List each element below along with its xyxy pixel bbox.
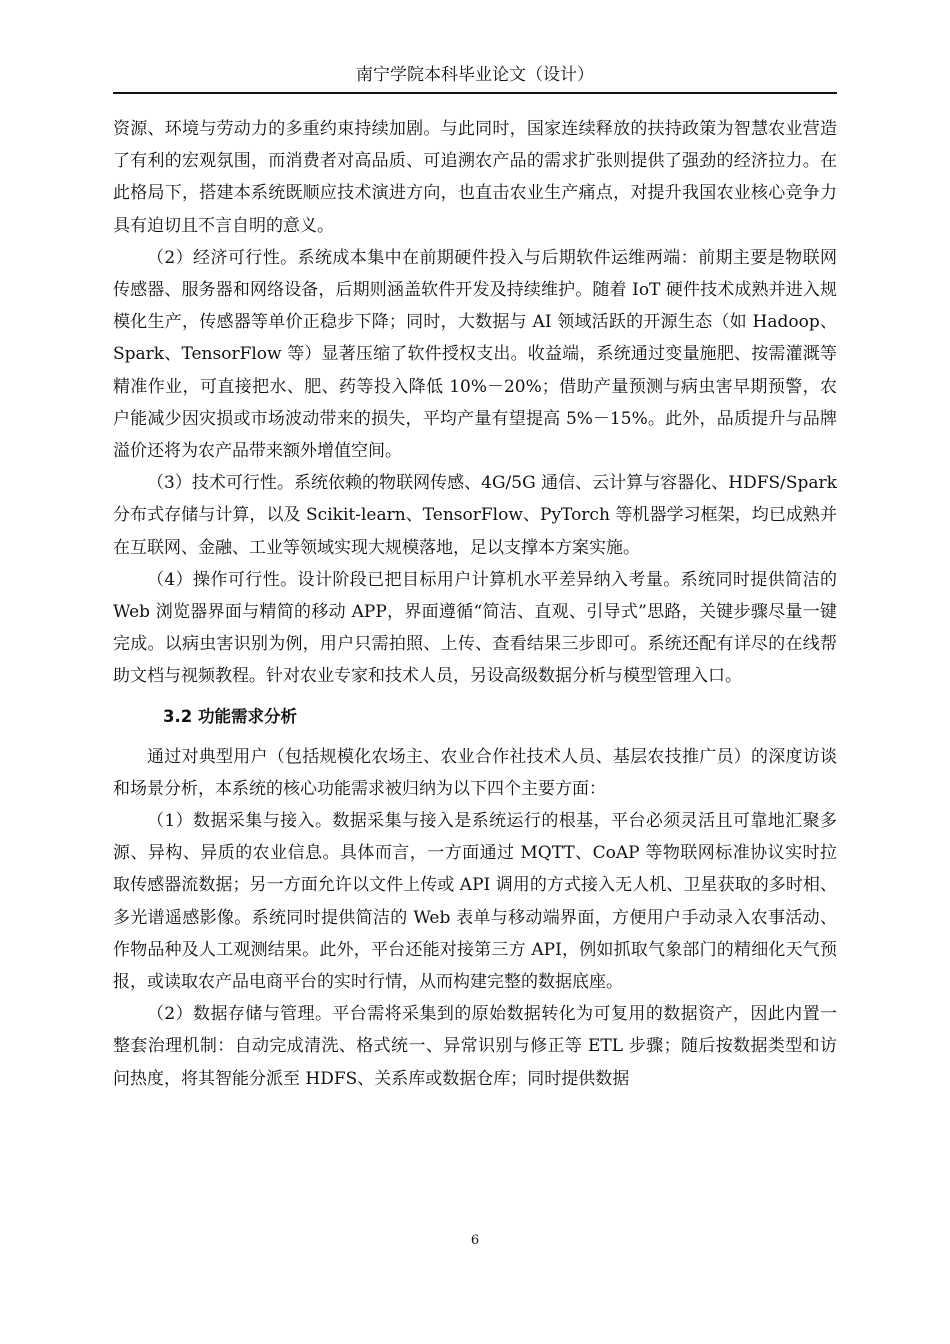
page-number: 6 <box>470 1233 480 1248</box>
paragraph-data-collection: （1）数据采集与接入。数据采集与接入是系统运行的根基，平台必须灵活且可靠地汇聚多源、异构、异质的农业信息。具体而言，一方面通过 MQTT、CoAP 等物联网标准协议实时拉取传感器流数据；另一方面允许以文件上传或 API 调用的方式接入无人机、卫星获取的多时相、多光谱遥感影像。系统同时提供简洁的 Web 表单与移动端界面，方便用户手动录入农事活动、作物品种及人工观测结果。此外，平台还能对接第三方 API，例如抓取气象部门的精细化天气预报，或读取农产品电商平台的实时行情，从而构建完整的数据底座。 <box>113 811 837 993</box>
paragraph-continued: 资源、环境与劳动力的多重约束持续加剧。与此同时，国家连续释放的扶持政策为智慧农业营造了有利的宏观氛围，而消费者对高品质、可追溯农产品的需求扩张则提供了强劲的经济拉力。在此格局下，搭建本系统既顺应技术演进方向，也直击农业生产痛点，对提升我国农业核心竞争力具有迫切且不言自明的意义。 <box>113 119 837 236</box>
paragraph-data-storage: （2）数据存储与管理。平台需将采集到的原始数据转化为可复用的数据资产，因此内置一整套治理机制：自动完成清洗、格式统一、异常识别与修正等 ETL 步骤；随后按数据类型和访问热度，将其智能分派至 HDFS、关系库或数据仓库；同时提供数据 <box>113 1004 837 1089</box>
paragraph-economic-feasibility: （2）经济可行性。系统成本集中在前期硬件投入与后期软件运维两端：前期主要是物联网传感器、服务器和网络设备，后期则涵盖软件开发及持续维护。随着 IoT 硬件技术成熟并进入规模化生产，传感器等单价正稳步下降；同时，大数据与 AI 领域活跃的开源生态（如 Hadoop、Spark、TensorFlow 等）显著压缩了软件授权支出。收益端，系统通过变量施肥、按需灌溉等精准作业，可直接把水、肥、药等投入降低 10%－20%；借助产量预测与病虫害早期预警，农户能减少因灾损或市场波动带来的损失，平均产量有望提高 5%－15%。此外，品质提升与品牌溢价还将为农产品带来额外增值空间。 <box>113 247 837 462</box>
header-rule <box>113 92 837 94</box>
page-header-title: 南宁学院本科毕业论文（设计） <box>356 65 594 85</box>
section-heading: 3.2 功能需求分析 <box>163 706 297 726</box>
page-body <box>113 113 837 1095</box>
paragraph-operational-feasibility: （4）操作可行性。设计阶段已把目标用户计算机水平差异纳入考量。系统同时提供简洁的 Web 浏览器界面与精简的移动 APP，界面遵循“简洁、直观、引导式”思路，关键步骤尽量一键完成。以病虫害识别为例，用户只需拍照、上传、查看结果三步即可。系统还配有详尽的在线帮助文档与视频教程。针对农业专家和技术人员，另设高级数据分析与模型管理入口。 <box>113 569 837 687</box>
paragraph-technical-feasibility: （3）技术可行性。系统依赖的物联网传感、4G/5G 通信、云计算与容器化、HDFS/Spark 分布式存储与计算，以及 Scikit-learn、TensorFlow、PyTorch 等机器学习框架，均已成熟并在互联网、金融、工业等领域实现大规模落地，足以支撑本方案实施。 <box>113 473 837 558</box>
paragraph-intro: 通过对典型用户（包括规模化农场主、农业合作社技术人员、基层农技推广员）的深度访谈和场景分析，本系统的核心功能需求被归纳为以下四个主要方面： <box>113 746 837 799</box>
